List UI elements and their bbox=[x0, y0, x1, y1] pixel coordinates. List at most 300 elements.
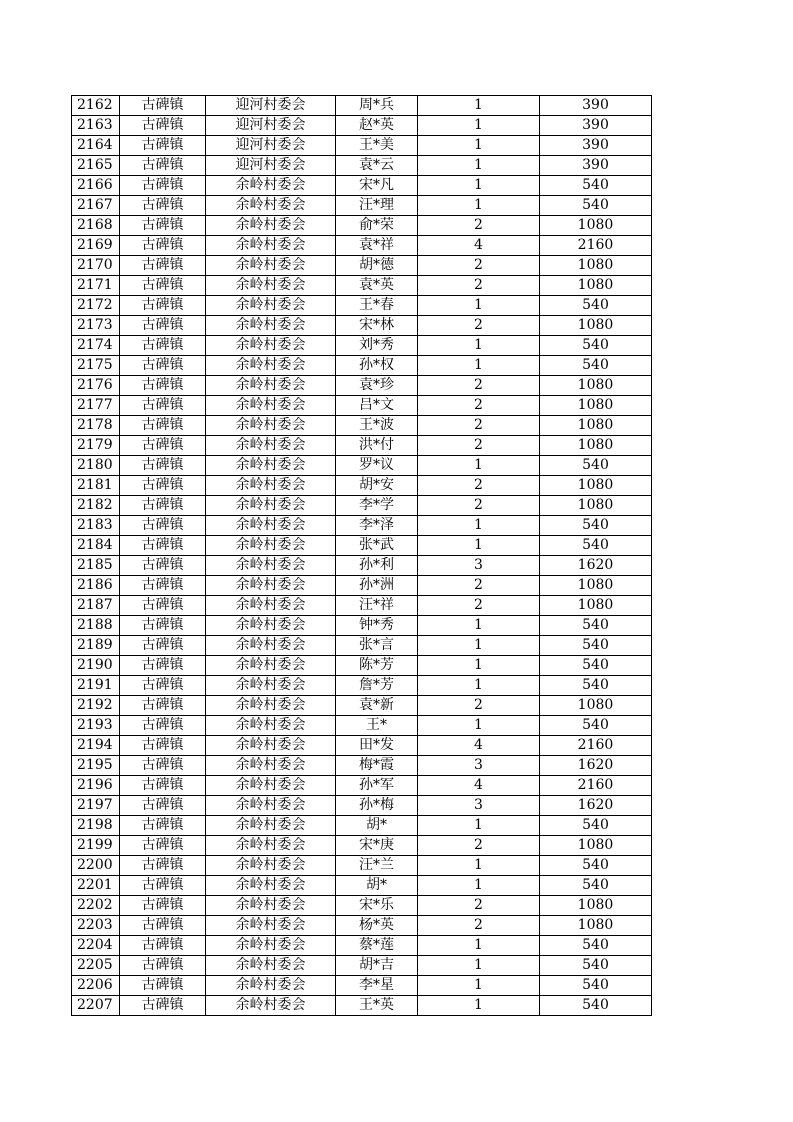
table-row bbox=[72, 376, 652, 396]
count-cell: 4 bbox=[418, 736, 540, 756]
amount-cell: 540 bbox=[540, 616, 652, 636]
name-cell: 袁*珍 bbox=[336, 376, 418, 396]
name-cell: 胡* bbox=[336, 876, 418, 896]
count-cell: 1 bbox=[418, 876, 540, 896]
amount-cell: 540 bbox=[540, 676, 652, 696]
village-cell: 余岭村委会 bbox=[206, 636, 336, 656]
row-number-cell: 2190 bbox=[72, 656, 120, 676]
town-cell: 古碑镇 bbox=[120, 276, 206, 296]
amount-cell: 1620 bbox=[540, 756, 652, 776]
town-cell: 古碑镇 bbox=[120, 796, 206, 816]
count-cell: 2 bbox=[418, 276, 540, 296]
row-number-cell: 2186 bbox=[72, 576, 120, 596]
amount-cell: 1080 bbox=[540, 696, 652, 716]
row-number-cell: 2172 bbox=[72, 296, 120, 316]
village-cell: 余岭村委会 bbox=[206, 956, 336, 976]
amount-cell: 540 bbox=[540, 516, 652, 536]
name-cell: 汪*祥 bbox=[336, 596, 418, 616]
table-row bbox=[72, 736, 652, 756]
village-cell: 余岭村委会 bbox=[206, 556, 336, 576]
table-row bbox=[72, 356, 652, 376]
village-cell: 余岭村委会 bbox=[206, 536, 336, 556]
name-cell: 洪*付 bbox=[336, 436, 418, 456]
village-cell: 余岭村委会 bbox=[206, 696, 336, 716]
town-cell: 古碑镇 bbox=[120, 336, 206, 356]
table-row bbox=[72, 656, 652, 676]
count-cell: 1 bbox=[418, 196, 540, 216]
village-cell: 余岭村委会 bbox=[206, 276, 336, 296]
count-cell: 2 bbox=[418, 436, 540, 456]
village-cell: 余岭村委会 bbox=[206, 576, 336, 596]
count-cell: 1 bbox=[418, 356, 540, 376]
amount-cell: 1080 bbox=[540, 596, 652, 616]
row-number-cell: 2176 bbox=[72, 376, 120, 396]
name-cell: 吕*文 bbox=[336, 396, 418, 416]
name-cell: 孙*梅 bbox=[336, 796, 418, 816]
row-number-cell: 2171 bbox=[72, 276, 120, 296]
row-number-cell: 2173 bbox=[72, 316, 120, 336]
amount-cell: 1080 bbox=[540, 476, 652, 496]
village-cell: 余岭村委会 bbox=[206, 256, 336, 276]
name-cell: 孙*军 bbox=[336, 776, 418, 796]
village-cell: 余岭村委会 bbox=[206, 176, 336, 196]
row-number-cell: 2179 bbox=[72, 436, 120, 456]
name-cell: 胡*安 bbox=[336, 476, 418, 496]
row-number-cell: 2200 bbox=[72, 856, 120, 876]
village-cell: 迎河村委会 bbox=[206, 136, 336, 156]
amount-cell: 1080 bbox=[540, 216, 652, 236]
amount-cell: 540 bbox=[540, 856, 652, 876]
table-row bbox=[72, 436, 652, 456]
table-row bbox=[72, 756, 652, 776]
table-row bbox=[72, 916, 652, 936]
count-cell: 2 bbox=[418, 576, 540, 596]
name-cell: 詹*芳 bbox=[336, 676, 418, 696]
name-cell: 蔡*莲 bbox=[336, 936, 418, 956]
village-cell: 余岭村委会 bbox=[206, 296, 336, 316]
row-number-cell: 2166 bbox=[72, 176, 120, 196]
town-cell: 古碑镇 bbox=[120, 876, 206, 896]
table-row bbox=[72, 276, 652, 296]
row-number-cell: 2168 bbox=[72, 216, 120, 236]
count-cell: 1 bbox=[418, 976, 540, 996]
amount-cell: 540 bbox=[540, 296, 652, 316]
town-cell: 古碑镇 bbox=[120, 676, 206, 696]
town-cell: 古碑镇 bbox=[120, 216, 206, 236]
name-cell: 袁*云 bbox=[336, 156, 418, 176]
village-cell: 余岭村委会 bbox=[206, 516, 336, 536]
name-cell: 袁*新 bbox=[336, 696, 418, 716]
table-row bbox=[72, 476, 652, 496]
count-cell: 1 bbox=[418, 996, 540, 1016]
town-cell: 古碑镇 bbox=[120, 756, 206, 776]
row-number-cell: 2165 bbox=[72, 156, 120, 176]
name-cell: 杨*英 bbox=[336, 916, 418, 936]
count-cell: 2 bbox=[418, 396, 540, 416]
name-cell: 罗*议 bbox=[336, 456, 418, 476]
name-cell: 张*言 bbox=[336, 636, 418, 656]
town-cell: 古碑镇 bbox=[120, 476, 206, 496]
amount-cell: 540 bbox=[540, 656, 652, 676]
amount-cell: 390 bbox=[540, 156, 652, 176]
data-table bbox=[71, 95, 652, 1016]
village-cell: 余岭村委会 bbox=[206, 216, 336, 236]
row-number-cell: 2197 bbox=[72, 796, 120, 816]
row-number-cell: 2192 bbox=[72, 696, 120, 716]
count-cell: 1 bbox=[418, 456, 540, 476]
row-number-cell: 2188 bbox=[72, 616, 120, 636]
count-cell: 1 bbox=[418, 636, 540, 656]
count-cell: 2 bbox=[418, 696, 540, 716]
town-cell: 古碑镇 bbox=[120, 256, 206, 276]
town-cell: 古碑镇 bbox=[120, 236, 206, 256]
count-cell: 2 bbox=[418, 416, 540, 436]
row-number-cell: 2196 bbox=[72, 776, 120, 796]
amount-cell: 540 bbox=[540, 996, 652, 1016]
row-number-cell: 2195 bbox=[72, 756, 120, 776]
table-row bbox=[72, 856, 652, 876]
table-row bbox=[72, 696, 652, 716]
village-cell: 余岭村委会 bbox=[206, 776, 336, 796]
table-row bbox=[72, 596, 652, 616]
row-number-cell: 2182 bbox=[72, 496, 120, 516]
town-cell: 古碑镇 bbox=[120, 976, 206, 996]
village-cell: 余岭村委会 bbox=[206, 756, 336, 776]
count-cell: 1 bbox=[418, 516, 540, 536]
row-number-cell: 2184 bbox=[72, 536, 120, 556]
village-cell: 余岭村委会 bbox=[206, 996, 336, 1016]
name-cell: 王*春 bbox=[336, 296, 418, 316]
name-cell: 李*泽 bbox=[336, 516, 418, 536]
table-row bbox=[72, 876, 652, 896]
count-cell: 1 bbox=[418, 136, 540, 156]
village-cell: 余岭村委会 bbox=[206, 936, 336, 956]
count-cell: 2 bbox=[418, 316, 540, 336]
village-cell: 余岭村委会 bbox=[206, 656, 336, 676]
town-cell: 古碑镇 bbox=[120, 456, 206, 476]
row-number-cell: 2203 bbox=[72, 916, 120, 936]
town-cell: 古碑镇 bbox=[120, 936, 206, 956]
count-cell: 2 bbox=[418, 596, 540, 616]
town-cell: 古碑镇 bbox=[120, 776, 206, 796]
amount-cell: 1080 bbox=[540, 396, 652, 416]
table-row bbox=[72, 976, 652, 996]
amount-cell: 1080 bbox=[540, 496, 652, 516]
village-cell: 余岭村委会 bbox=[206, 676, 336, 696]
table-row bbox=[72, 956, 652, 976]
village-cell: 余岭村委会 bbox=[206, 816, 336, 836]
row-number-cell: 2206 bbox=[72, 976, 120, 996]
count-cell: 4 bbox=[418, 236, 540, 256]
name-cell: 汪*理 bbox=[336, 196, 418, 216]
name-cell: 张*武 bbox=[336, 536, 418, 556]
row-number-cell: 2204 bbox=[72, 936, 120, 956]
town-cell: 古碑镇 bbox=[120, 856, 206, 876]
village-cell: 余岭村委会 bbox=[206, 336, 336, 356]
village-cell: 余岭村委会 bbox=[206, 836, 336, 856]
amount-cell: 540 bbox=[540, 816, 652, 836]
name-cell: 胡*吉 bbox=[336, 956, 418, 976]
amount-cell: 1620 bbox=[540, 556, 652, 576]
town-cell: 古碑镇 bbox=[120, 136, 206, 156]
amount-cell: 540 bbox=[540, 356, 652, 376]
name-cell: 袁*英 bbox=[336, 276, 418, 296]
town-cell: 古碑镇 bbox=[120, 416, 206, 436]
count-cell: 2 bbox=[418, 216, 540, 236]
name-cell: 刘*秀 bbox=[336, 336, 418, 356]
village-cell: 余岭村委会 bbox=[206, 896, 336, 916]
table-row bbox=[72, 936, 652, 956]
amount-cell: 1080 bbox=[540, 256, 652, 276]
amount-cell: 1080 bbox=[540, 436, 652, 456]
village-cell: 余岭村委会 bbox=[206, 796, 336, 816]
name-cell: 王*波 bbox=[336, 416, 418, 436]
row-number-cell: 2169 bbox=[72, 236, 120, 256]
name-cell: 孙*权 bbox=[336, 356, 418, 376]
table-row bbox=[72, 456, 652, 476]
village-cell: 余岭村委会 bbox=[206, 416, 336, 436]
town-cell: 古碑镇 bbox=[120, 396, 206, 416]
name-cell: 钟*秀 bbox=[336, 616, 418, 636]
name-cell: 赵*英 bbox=[336, 116, 418, 136]
name-cell: 宋*庚 bbox=[336, 836, 418, 856]
row-number-cell: 2181 bbox=[72, 476, 120, 496]
town-cell: 古碑镇 bbox=[120, 436, 206, 456]
amount-cell: 1080 bbox=[540, 376, 652, 396]
row-number-cell: 2191 bbox=[72, 676, 120, 696]
name-cell: 孙*利 bbox=[336, 556, 418, 576]
count-cell: 2 bbox=[418, 916, 540, 936]
name-cell: 胡*德 bbox=[336, 256, 418, 276]
row-number-cell: 2207 bbox=[72, 996, 120, 1016]
amount-cell: 390 bbox=[540, 96, 652, 116]
count-cell: 2 bbox=[418, 896, 540, 916]
table-row bbox=[72, 556, 652, 576]
village-cell: 余岭村委会 bbox=[206, 476, 336, 496]
name-cell: 宋*林 bbox=[336, 316, 418, 336]
town-cell: 古碑镇 bbox=[120, 376, 206, 396]
row-number-cell: 2194 bbox=[72, 736, 120, 756]
row-number-cell: 2177 bbox=[72, 396, 120, 416]
table-row bbox=[72, 616, 652, 636]
table-body bbox=[72, 96, 652, 1016]
count-cell: 4 bbox=[418, 776, 540, 796]
village-cell: 余岭村委会 bbox=[206, 736, 336, 756]
village-cell: 余岭村委会 bbox=[206, 376, 336, 396]
town-cell: 古碑镇 bbox=[120, 916, 206, 936]
town-cell: 古碑镇 bbox=[120, 956, 206, 976]
amount-cell: 2160 bbox=[540, 236, 652, 256]
table-row bbox=[72, 716, 652, 736]
village-cell: 余岭村委会 bbox=[206, 856, 336, 876]
amount-cell: 540 bbox=[540, 196, 652, 216]
name-cell: 田*发 bbox=[336, 736, 418, 756]
town-cell: 古碑镇 bbox=[120, 596, 206, 616]
name-cell: 王*英 bbox=[336, 996, 418, 1016]
count-cell: 1 bbox=[418, 156, 540, 176]
row-number-cell: 2174 bbox=[72, 336, 120, 356]
town-cell: 古碑镇 bbox=[120, 176, 206, 196]
row-number-cell: 2189 bbox=[72, 636, 120, 656]
row-number-cell: 2205 bbox=[72, 956, 120, 976]
count-cell: 2 bbox=[418, 496, 540, 516]
table-row bbox=[72, 296, 652, 316]
village-cell: 余岭村委会 bbox=[206, 616, 336, 636]
amount-cell: 540 bbox=[540, 336, 652, 356]
name-cell: 胡* bbox=[336, 816, 418, 836]
name-cell: 李*学 bbox=[336, 496, 418, 516]
name-cell: 周*兵 bbox=[336, 96, 418, 116]
town-cell: 古碑镇 bbox=[120, 636, 206, 656]
amount-cell: 1080 bbox=[540, 576, 652, 596]
count-cell: 3 bbox=[418, 756, 540, 776]
count-cell: 1 bbox=[418, 96, 540, 116]
amount-cell: 1080 bbox=[540, 316, 652, 336]
town-cell: 古碑镇 bbox=[120, 996, 206, 1016]
table-row bbox=[72, 196, 652, 216]
amount-cell: 390 bbox=[540, 116, 652, 136]
village-cell: 余岭村委会 bbox=[206, 236, 336, 256]
amount-cell: 540 bbox=[540, 636, 652, 656]
town-cell: 古碑镇 bbox=[120, 356, 206, 376]
amount-cell: 1620 bbox=[540, 796, 652, 816]
row-number-cell: 2163 bbox=[72, 116, 120, 136]
table-row bbox=[72, 396, 652, 416]
table-row bbox=[72, 996, 652, 1016]
row-number-cell: 2183 bbox=[72, 516, 120, 536]
table-row bbox=[72, 116, 652, 136]
row-number-cell: 2164 bbox=[72, 136, 120, 156]
table-row bbox=[72, 896, 652, 916]
count-cell: 1 bbox=[418, 716, 540, 736]
row-number-cell: 2201 bbox=[72, 876, 120, 896]
town-cell: 古碑镇 bbox=[120, 296, 206, 316]
amount-cell: 390 bbox=[540, 136, 652, 156]
amount-cell: 1080 bbox=[540, 836, 652, 856]
count-cell: 3 bbox=[418, 556, 540, 576]
table-row bbox=[72, 176, 652, 196]
table-row bbox=[72, 836, 652, 856]
amount-cell: 2160 bbox=[540, 736, 652, 756]
village-cell: 余岭村委会 bbox=[206, 196, 336, 216]
table-row bbox=[72, 796, 652, 816]
table-row bbox=[72, 536, 652, 556]
village-cell: 迎河村委会 bbox=[206, 96, 336, 116]
table-row bbox=[72, 136, 652, 156]
village-cell: 余岭村委会 bbox=[206, 456, 336, 476]
town-cell: 古碑镇 bbox=[120, 516, 206, 536]
table-row bbox=[72, 156, 652, 176]
table-row bbox=[72, 496, 652, 516]
name-cell: 袁*祥 bbox=[336, 236, 418, 256]
table-row bbox=[72, 96, 652, 116]
amount-cell: 540 bbox=[540, 176, 652, 196]
amount-cell: 1080 bbox=[540, 416, 652, 436]
table-row bbox=[72, 636, 652, 656]
amount-cell: 1080 bbox=[540, 896, 652, 916]
town-cell: 古碑镇 bbox=[120, 696, 206, 716]
town-cell: 古碑镇 bbox=[120, 616, 206, 636]
amount-cell: 1080 bbox=[540, 916, 652, 936]
town-cell: 古碑镇 bbox=[120, 556, 206, 576]
town-cell: 古碑镇 bbox=[120, 96, 206, 116]
table-row bbox=[72, 576, 652, 596]
table-row bbox=[72, 816, 652, 836]
town-cell: 古碑镇 bbox=[120, 196, 206, 216]
name-cell: 李*星 bbox=[336, 976, 418, 996]
amount-cell: 1080 bbox=[540, 276, 652, 296]
name-cell: 孙*洲 bbox=[336, 576, 418, 596]
town-cell: 古碑镇 bbox=[120, 716, 206, 736]
village-cell: 余岭村委会 bbox=[206, 316, 336, 336]
town-cell: 古碑镇 bbox=[120, 116, 206, 136]
row-number-cell: 2162 bbox=[72, 96, 120, 116]
name-cell: 梅*霞 bbox=[336, 756, 418, 776]
row-number-cell: 2178 bbox=[72, 416, 120, 436]
village-cell: 余岭村委会 bbox=[206, 436, 336, 456]
table-row bbox=[72, 776, 652, 796]
count-cell: 1 bbox=[418, 656, 540, 676]
count-cell: 1 bbox=[418, 936, 540, 956]
count-cell: 1 bbox=[418, 616, 540, 636]
village-cell: 迎河村委会 bbox=[206, 116, 336, 136]
village-cell: 迎河村委会 bbox=[206, 156, 336, 176]
amount-cell: 540 bbox=[540, 536, 652, 556]
count-cell: 1 bbox=[418, 816, 540, 836]
row-number-cell: 2175 bbox=[72, 356, 120, 376]
town-cell: 古碑镇 bbox=[120, 896, 206, 916]
amount-cell: 540 bbox=[540, 936, 652, 956]
name-cell: 汪*兰 bbox=[336, 856, 418, 876]
village-cell: 余岭村委会 bbox=[206, 716, 336, 736]
row-number-cell: 2198 bbox=[72, 816, 120, 836]
amount-cell: 540 bbox=[540, 716, 652, 736]
table-row bbox=[72, 256, 652, 276]
village-cell: 余岭村委会 bbox=[206, 356, 336, 376]
village-cell: 余岭村委会 bbox=[206, 916, 336, 936]
village-cell: 余岭村委会 bbox=[206, 876, 336, 896]
amount-cell: 540 bbox=[540, 976, 652, 996]
table-row bbox=[72, 236, 652, 256]
village-cell: 余岭村委会 bbox=[206, 596, 336, 616]
town-cell: 古碑镇 bbox=[120, 316, 206, 336]
table-row bbox=[72, 336, 652, 356]
village-cell: 余岭村委会 bbox=[206, 496, 336, 516]
count-cell: 1 bbox=[418, 176, 540, 196]
row-number-cell: 2170 bbox=[72, 256, 120, 276]
amount-cell: 540 bbox=[540, 456, 652, 476]
row-number-cell: 2185 bbox=[72, 556, 120, 576]
count-cell: 2 bbox=[418, 256, 540, 276]
village-cell: 余岭村委会 bbox=[206, 396, 336, 416]
town-cell: 古碑镇 bbox=[120, 836, 206, 856]
table-row bbox=[72, 676, 652, 696]
count-cell: 1 bbox=[418, 296, 540, 316]
count-cell: 2 bbox=[418, 376, 540, 396]
town-cell: 古碑镇 bbox=[120, 656, 206, 676]
table-row bbox=[72, 316, 652, 336]
town-cell: 古碑镇 bbox=[120, 816, 206, 836]
count-cell: 1 bbox=[418, 536, 540, 556]
row-number-cell: 2167 bbox=[72, 196, 120, 216]
count-cell: 3 bbox=[418, 796, 540, 816]
count-cell: 2 bbox=[418, 836, 540, 856]
row-number-cell: 2180 bbox=[72, 456, 120, 476]
name-cell: 王* bbox=[336, 716, 418, 736]
row-number-cell: 2202 bbox=[72, 896, 120, 916]
amount-cell: 540 bbox=[540, 956, 652, 976]
village-cell: 余岭村委会 bbox=[206, 976, 336, 996]
